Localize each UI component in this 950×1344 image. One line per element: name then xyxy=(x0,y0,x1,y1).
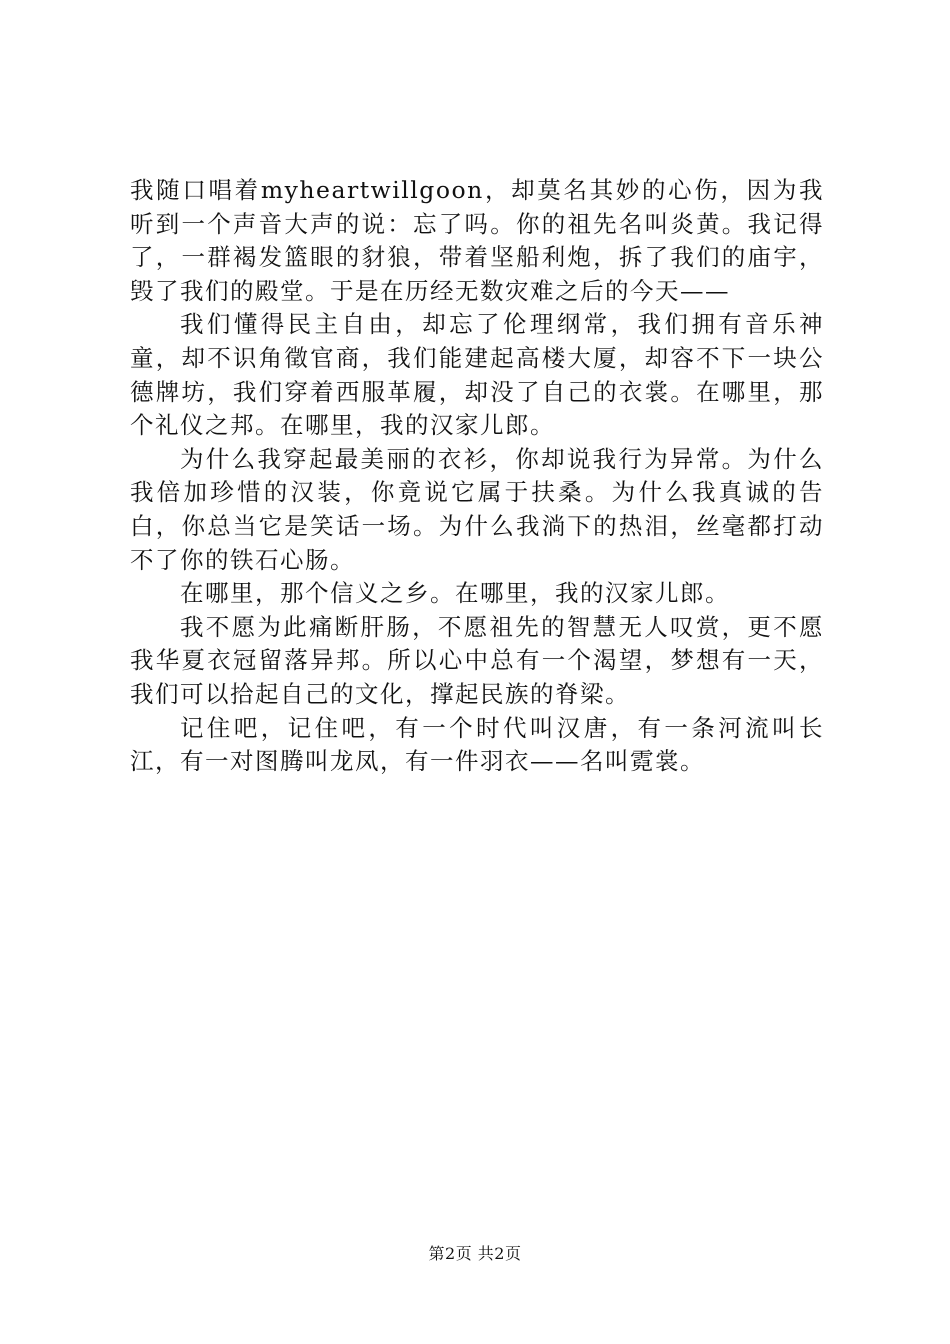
paragraph-2: 我们懂得民主自由，却忘了伦理纲常，我们拥有音乐神童，却不识角徵官商，我们能建起高楼大厦，却容不下一块公德牌坊，我们穿着西服革履，却没了自己的衣裳。在哪里，那个礼仪之邦。在哪里，我的汉家儿郎。 xyxy=(130,310,824,440)
page-footer: 第2页 共2页 xyxy=(428,1244,522,1263)
paragraph-4: 在哪里，那个信义之乡。在哪里，我的汉家儿郎。 xyxy=(180,579,730,608)
paragraph-5: 我不愿为此痛断肝肠，不愿祖先的智慧无人叹赏，更不愿我华夏衣冠留落异邦。所以心中总有一个渴望，梦想有一天，我们可以拾起自己的文化，撑起民族的脊梁。 xyxy=(130,612,824,708)
paragraph-1: 我随口唱着myheartwillgoon，却莫名其妙的心伤，因为我听到一个声音大声的说：忘了吗。你的祖先名叫炎黄。我记得了，一群褐发篮眼的豺狼，带着坚船利炮，拆了我们的庙宇，毁了我们的殿堂。于是在历经无数灾难之后的今天—— xyxy=(130,176,824,305)
body-text xyxy=(130,174,824,779)
paragraph-6: 记住吧，记住吧，有一个时代叫汉唐，有一条河流叫长江，有一对图腾叫龙凤，有一件羽衣——名叫霓裳。 xyxy=(130,713,824,776)
paragraph-3: 为什么我穿起最美丽的衣衫，你却说我行为异常。为什么我倍加珍惜的汉装，你竟说它属于扶桑。为什么我真诚的告白，你总当它是笑话一场。为什么我淌下的热泪，丝毫都打动不了你的铁石心肠。 xyxy=(130,444,824,574)
